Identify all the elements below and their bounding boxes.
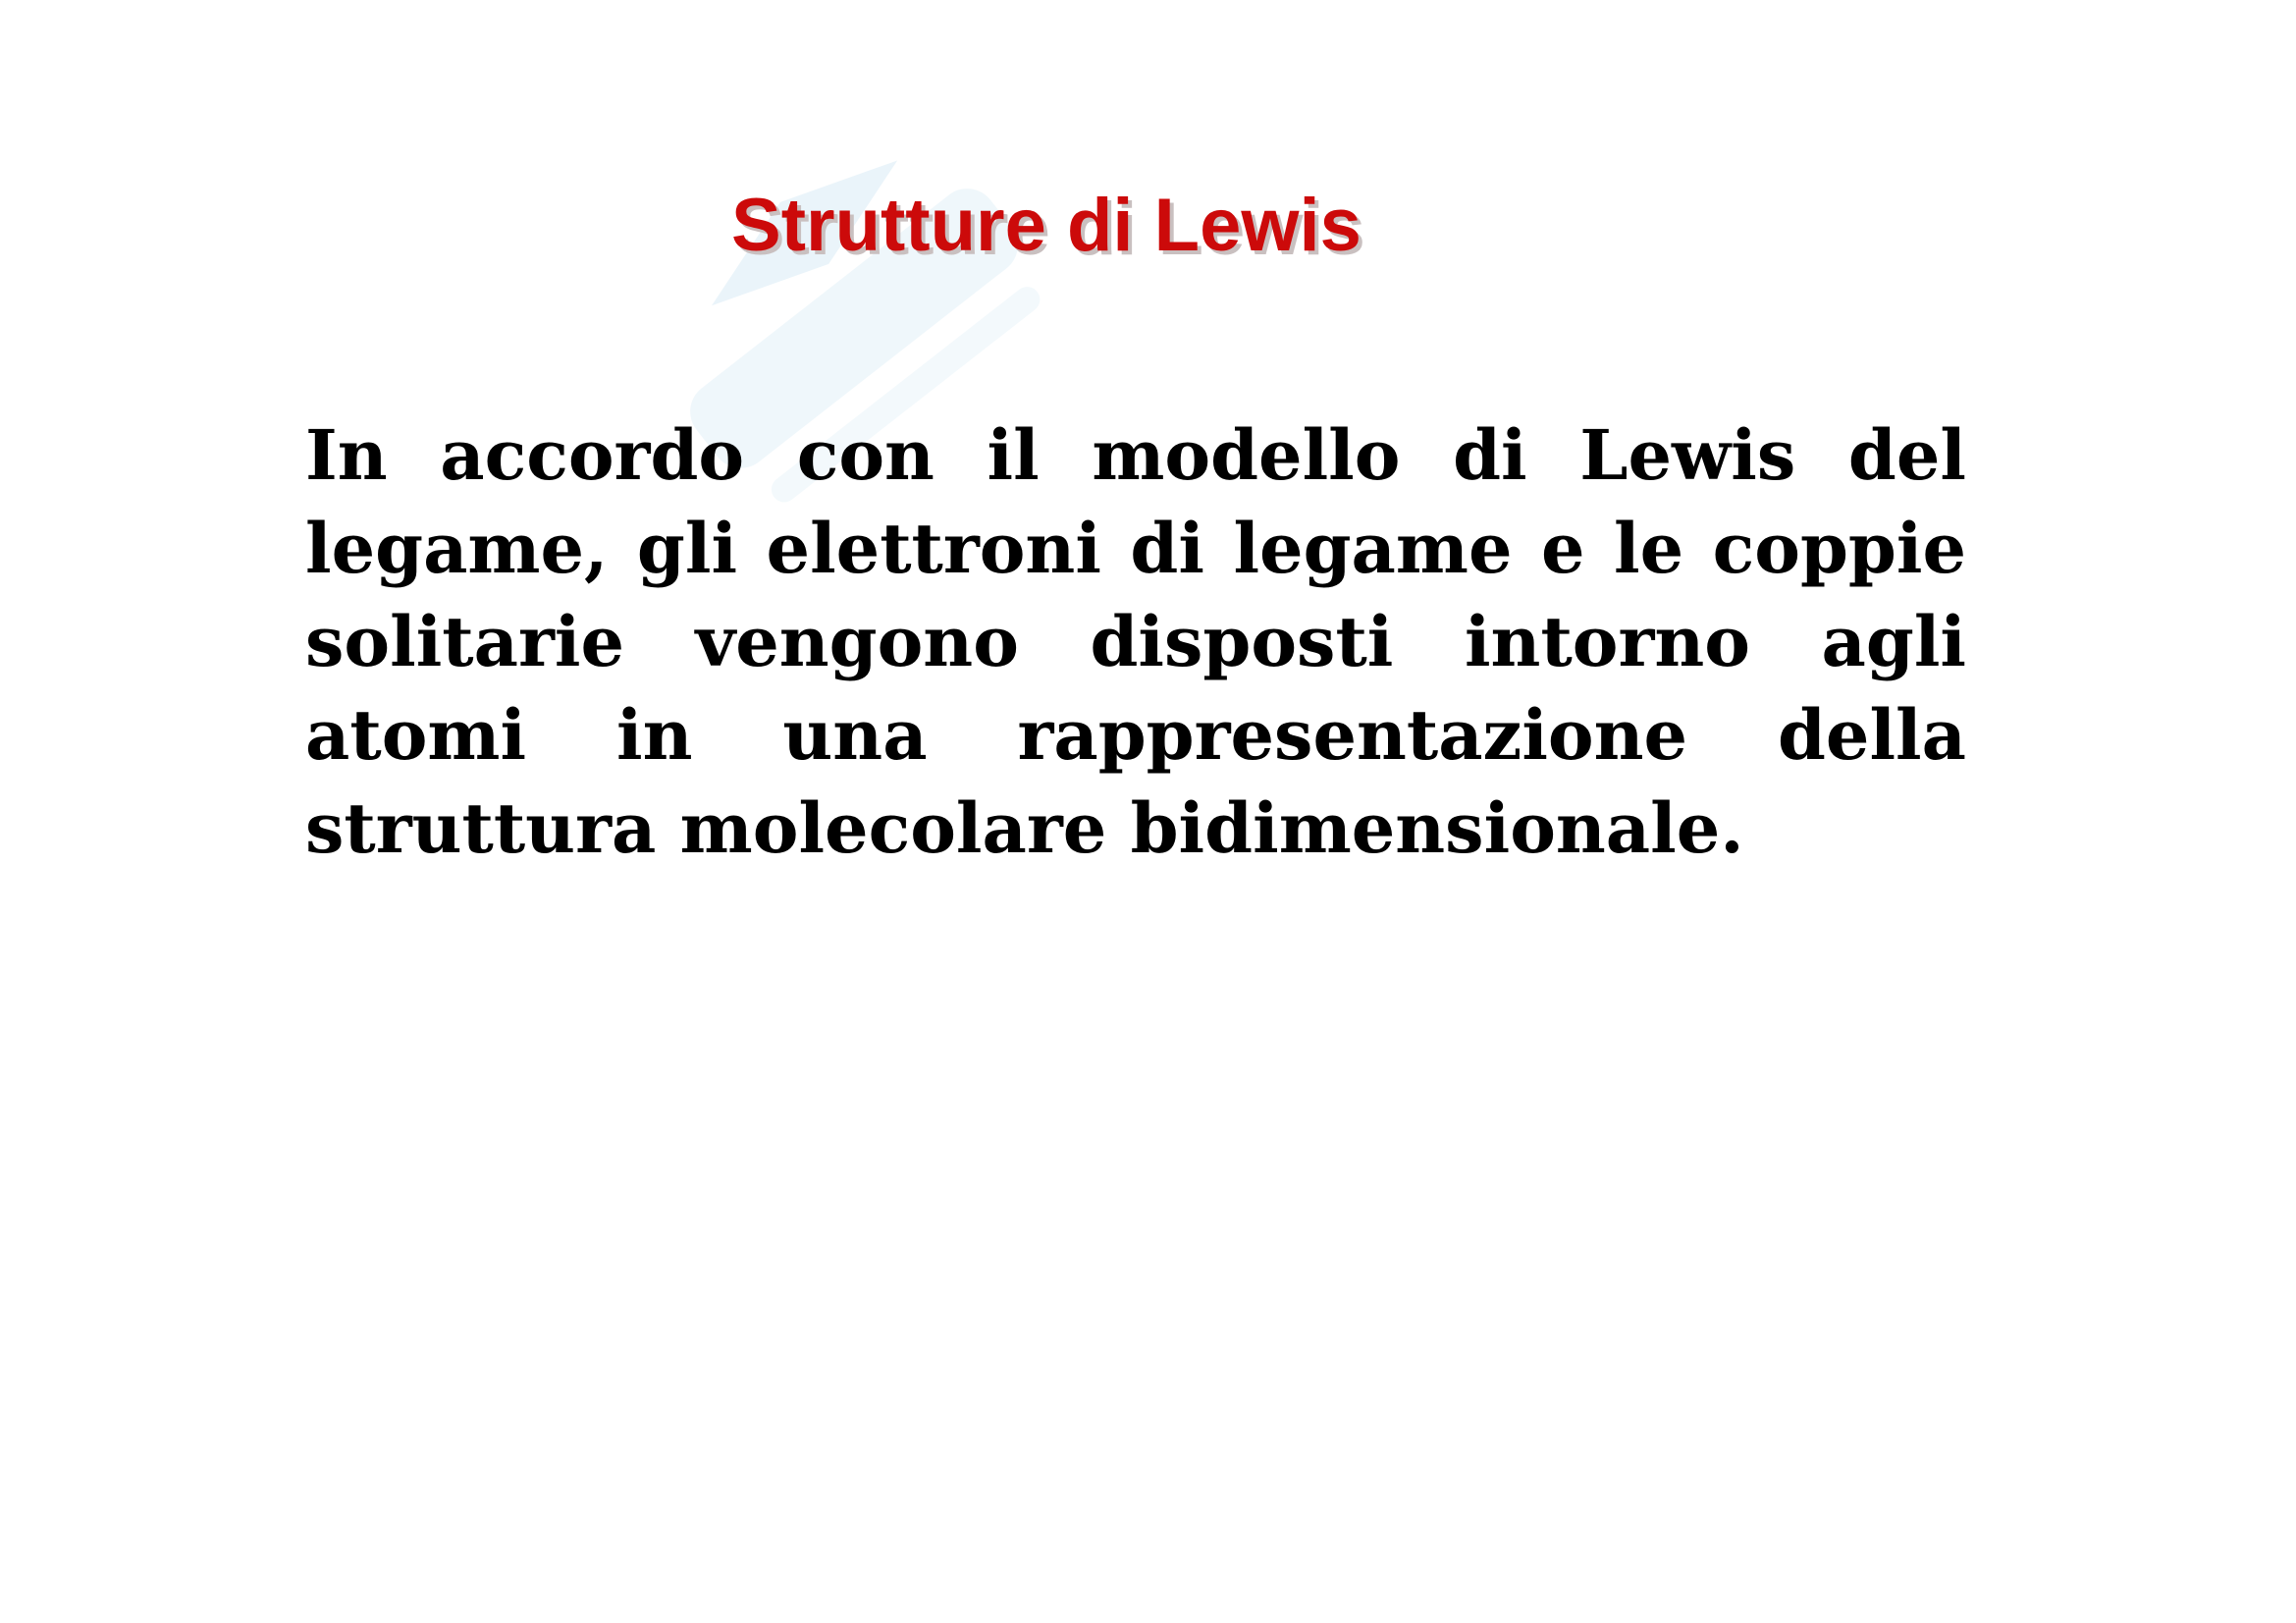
slide-body-text: In accordo con il modello di Lewis del legame, gli elettroni di legame e le coppie solitarie vengono disposti intorno agli atomi in una rappresentazione della struttura molecolare bidimensionale. — [305, 414, 1966, 869]
slide-title: Strutture di Lewis — [731, 184, 1362, 267]
